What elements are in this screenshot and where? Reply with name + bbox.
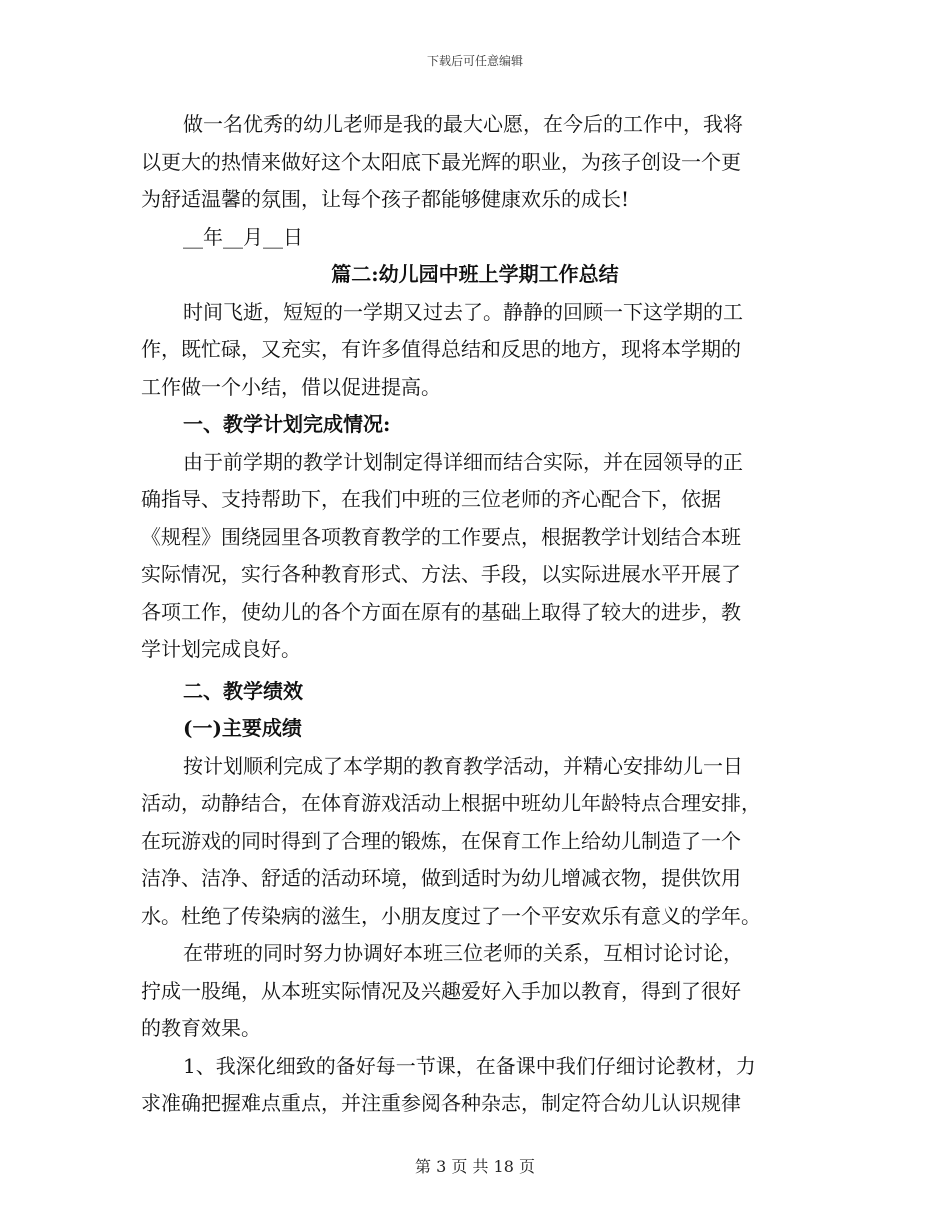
page-header: 下载后可任意编辑 [426, 54, 523, 68]
paragraph-line: 确指导、支持帮助下，在我们中班的三位老师的齐心配合下，依据 [141, 487, 721, 511]
paragraph-line: 求准确把握难点重点，并注重参阅各种杂志，制定符合幼儿认识规律 [141, 1091, 741, 1115]
paragraph-line: 拧成一股绳，从本班实际情况及兴趣爱好入手加以教育，得到了很好 [141, 978, 741, 1003]
paragraph-line: 以更大的热情来做好这个太阳底下最光辉的职业，为孩子创设一个更 [141, 149, 741, 174]
paragraph-line: 在带班的同时努力协调好本班三位老师的关系，互相讨论讨论， [183, 941, 743, 965]
heading-teaching-performance: 二、教学绩效 [183, 678, 303, 703]
paragraph-line: 活动，动静结合，在体育游戏活动上根据中班幼儿年龄特点合理安排， [141, 791, 761, 815]
paragraph-line: 《规程》围绕园里各项教育教学的工作要点，根据教学计划结合本班 [141, 524, 741, 549]
section-title: 篇二:幼儿园中班上学期工作总结 [331, 262, 619, 286]
paragraph-line: 做一名优秀的幼儿老师是我的最大心愿，在今后的工作中，我将 [183, 112, 743, 136]
page-number: 第 3 页 共 18 页 [415, 1157, 535, 1176]
document-body [141, 106, 809, 1123]
paragraph-line: 作，既忙碌，又充实，有许多值得总结和反思的地方，现将本学期的 [141, 337, 741, 361]
paragraph-line: 水。杜绝了传染病的滋生，小朋友度过了一个平安欢乐有意义的学年。 [141, 903, 761, 928]
paragraph-line: 实际情况，实行各种教育形式、方法、手段，以实际进展水平开展了 [141, 562, 741, 586]
paragraph-line: 1、我深化细致的备好每一节课，在备课中我们仔细讨论教材，力 [183, 1053, 756, 1078]
heading-main-achievements: (一)主要成绩 [183, 716, 302, 740]
paragraph-line: 工作做一个小结，借以促进提高。 [141, 374, 441, 399]
paragraph-line: 在玩游戏的同时得到了合理的锻炼，在保育工作上给幼儿制造了一个 [141, 828, 741, 853]
paragraph-line: 时间飞逝，短短的一学期又过去了。静静的回顾一下这学期的工 [183, 299, 743, 324]
paragraph-line: 按计划顺利完成了本学期的教育教学活动，并精心安排幼儿一日 [183, 753, 743, 778]
paragraph-line: 的教育效果。 [141, 1016, 261, 1040]
paragraph-line: 为舒适温馨的氛围，让每个孩子都能够健康欢乐的成长! [141, 187, 630, 211]
paragraph-line: 由于前学期的教学计划制定得详细而结合实际，并在园领导的正 [183, 449, 743, 474]
date-line: __年__月__日 [183, 224, 303, 249]
heading-teaching-plan: 一、教学计划完成情况: [183, 412, 391, 436]
paragraph-line: 学计划完成良好。 [141, 637, 301, 661]
paragraph-line: 各项工作，使幼儿的各个方面在原有的基础上取得了较大的进步，教 [141, 599, 741, 624]
paragraph-line: 洁净、洁净、舒适的活动环境，做到适时为幼儿增减衣物，提供饮用 [141, 866, 741, 890]
